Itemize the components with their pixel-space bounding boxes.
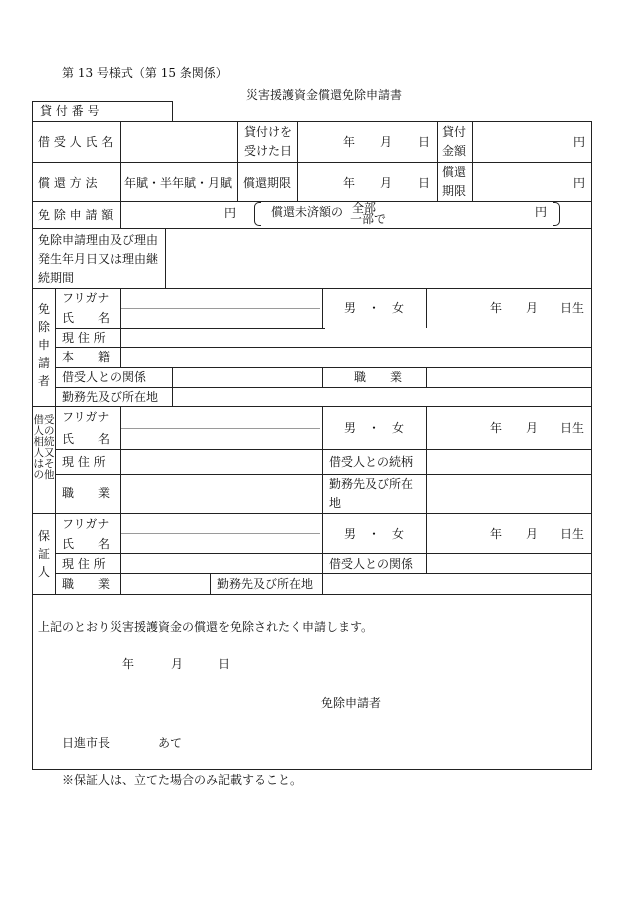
applicant-birth-day: 日生 bbox=[560, 301, 585, 315]
guarantor-relation-label: 借受人との関係 bbox=[329, 557, 414, 571]
heir-birth-year: 年 bbox=[490, 421, 503, 435]
heir-birth-day: 日生 bbox=[560, 421, 585, 435]
guarantor-birth-month: 月 bbox=[526, 527, 539, 541]
declaration-applicant-label: 免除申請者 bbox=[321, 696, 382, 710]
applicant-furigana-label: フリガナ bbox=[62, 291, 110, 305]
applicant-birth-month: 月 bbox=[526, 301, 539, 315]
guarantor-name-label: 氏 名 bbox=[62, 537, 111, 551]
footnote: ※保証人は、立てた場合のみ記載すること。 bbox=[62, 773, 303, 787]
heir-name-label: 氏 名 bbox=[62, 432, 111, 446]
applicant-domicile-label: 本 籍 bbox=[62, 350, 111, 364]
applicant-address-label: 現 住 所 bbox=[62, 331, 106, 345]
repayment-period-label: 償還 bbox=[442, 165, 467, 179]
applicant-name-label: 氏 名 bbox=[62, 311, 111, 325]
heir-relation-label: 借受人との続柄 bbox=[329, 455, 414, 469]
guarantor-gender: 男 ・ 女 bbox=[344, 527, 405, 541]
repayment-deadline-day: 日 bbox=[418, 176, 431, 190]
unpaid-part: 一部で bbox=[350, 212, 387, 226]
loan-amount-label-2: 金額 bbox=[442, 144, 467, 158]
unpaid-all: 全部 bbox=[352, 201, 377, 215]
declaration-month: 月 bbox=[171, 657, 184, 671]
heir-birth-month: 月 bbox=[526, 421, 539, 435]
heir-side-label: 借受人の相続人又はその他 bbox=[33, 414, 55, 481]
repayment-deadline-year: 年 bbox=[343, 176, 356, 190]
guarantor-side-label: 保証人 bbox=[37, 529, 50, 579]
repayment-deadline-month: 月 bbox=[380, 176, 393, 190]
repayment-period-label-2: 期限 bbox=[442, 184, 467, 198]
applicant-occupation-label: 職 業 bbox=[354, 370, 403, 384]
reason-label-line3: 続期間 bbox=[38, 271, 75, 285]
applicant-gender: 男 ・ 女 bbox=[344, 301, 405, 315]
loan-amount-yen: 円 bbox=[573, 135, 586, 149]
reason-label-line2: 発生年月日又は理由継 bbox=[38, 252, 159, 266]
repayment-yen: 円 bbox=[573, 176, 586, 190]
heir-workplace-label-2: 地 bbox=[329, 496, 342, 510]
guarantor-address-label: 現 住 所 bbox=[62, 557, 106, 571]
declaration-year: 年 bbox=[122, 657, 135, 671]
guarantor-occupation-label: 職 業 bbox=[62, 577, 111, 591]
heir-address-label: 現 住 所 bbox=[62, 455, 106, 469]
heir-gender: 男 ・ 女 bbox=[344, 421, 405, 435]
declaration-statement: 上記のとおり災害援護資金の償還を免除されたく申請します。 bbox=[38, 620, 374, 634]
applicant-birth-year: 年 bbox=[490, 301, 503, 315]
unpaid-yen: 円 bbox=[535, 205, 548, 219]
borrower-name-label: 借 受 人 氏 名 bbox=[38, 135, 114, 149]
mayor-label: 日進市長 bbox=[62, 736, 111, 750]
right-bracket bbox=[553, 202, 560, 226]
repayment-method-label: 償 還 方 法 bbox=[38, 176, 98, 190]
heir-occupation-label: 職 業 bbox=[62, 486, 111, 500]
left-bracket bbox=[254, 202, 261, 226]
form-title: 災害援護資金償還免除申請書 bbox=[246, 88, 403, 102]
applicant-side-label: 免除申請者 bbox=[37, 302, 50, 388]
exemption-amount-yen: 円 bbox=[224, 206, 237, 220]
guarantor-workplace-label: 勤務先及び所在地 bbox=[217, 577, 314, 591]
repayment-method-value: 年賦・半年賦・月賦 bbox=[124, 176, 233, 190]
form-number: 第 13 号様式（第 15 条関係） bbox=[62, 66, 228, 80]
repayment-deadline-label: 償還期限 bbox=[243, 176, 292, 190]
guarantor-birth-year: 年 bbox=[490, 527, 503, 541]
loan-date-label: 貸付けを bbox=[244, 125, 293, 139]
applicant-workplace-label: 勤務先及び所在地 bbox=[62, 390, 159, 404]
loan-date-year: 年 bbox=[343, 135, 356, 149]
heir-furigana-label: フリガナ bbox=[62, 410, 110, 424]
guarantor-birth-day: 日生 bbox=[560, 527, 585, 541]
loan-date-label-2: 受けた日 bbox=[244, 144, 293, 158]
addressed-to: あて bbox=[158, 736, 183, 750]
loan-amount-label: 貸付 bbox=[442, 125, 467, 139]
loan-date-day: 日 bbox=[418, 135, 431, 149]
declaration-day: 日 bbox=[218, 657, 231, 671]
guarantor-furigana-label: フリガナ bbox=[62, 517, 110, 531]
loan-date-month: 月 bbox=[380, 135, 393, 149]
unpaid-amount-label: 償還未済額の bbox=[271, 205, 344, 219]
exemption-amount-label: 免 除 申 請 額 bbox=[38, 208, 114, 222]
applicant-relation-label: 借受人との関係 bbox=[62, 370, 147, 384]
heir-workplace-label: 勤務先及び所在 bbox=[329, 477, 414, 491]
loan-number-label: 貸 付 番 号 bbox=[40, 104, 100, 118]
reason-label-line1: 免除申請理由及び理由 bbox=[38, 233, 159, 247]
